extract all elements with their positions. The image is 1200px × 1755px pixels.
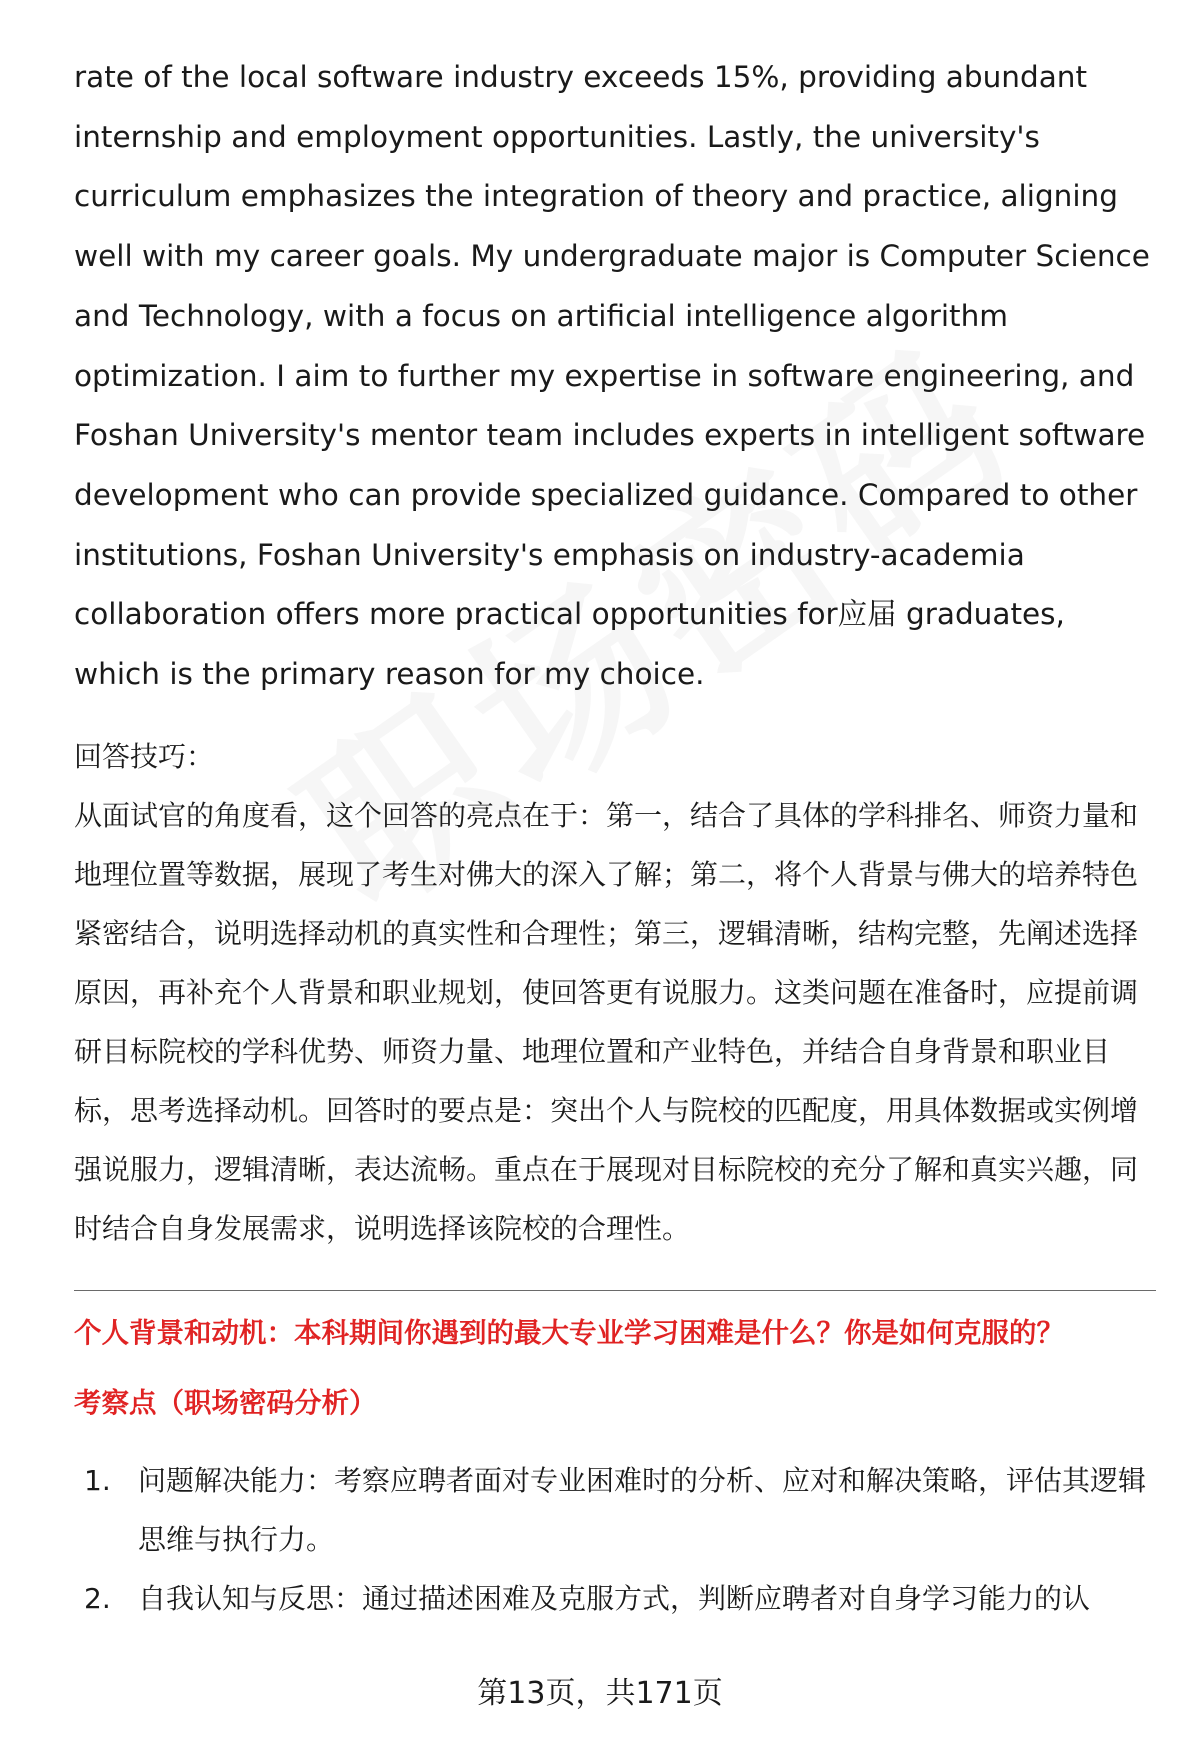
section-divider: [74, 1290, 1156, 1291]
list-item-text: 自我认知与反思：通过描述困难及克服方式，判断应聘者对自身学习能力的认: [138, 1581, 1091, 1615]
list-item: [74, 1569, 1156, 1628]
page-content: [74, 48, 1156, 1628]
tips-label: 回答技巧：: [74, 739, 215, 773]
page-number-footer: 第13页，共171页: [477, 1676, 723, 1711]
question-heading: 个人背景和动机：本科期间你遇到的最大专业学习困难是什么？你是如何克服的？: [74, 1316, 1064, 1349]
list-item-text: 问题解决能力：考察应聘者面对专业困难时的分析、应对和解决策略，评估其逻辑思维与执行力。: [138, 1463, 1147, 1556]
assessment-list: [74, 1451, 1156, 1628]
list-item: [74, 1451, 1156, 1569]
tips-paragraph: 从面试官的角度看，这个回答的亮点在于：第一，结合了具体的学科排名、师资力量和地理位置等数据，展现了考生对佛大的深入了解；第二，将个人背景与佛大的培养特色紧密结合，说明选择动机的真实性和合理性；第三，逻辑清晰，结构完整，先阐述选择原因，再补充个人背景和职业规划，使回答更有说服力。这类问题在准备时，应提前调研目标院校的学科优势、师资力量、地理位置和产业特色，并结合自身背景和职业目标，思考选择动机。回答时的要点是：突出个人与院校的匹配度，用具体数据或实例增强说服力，逻辑清晰，表达流畅。重点在于展现对目标院校的充分了解和真实兴趣，同时结合自身发展需求，说明选择该院校的合理性。: [74, 798, 1139, 1245]
assessment-subheading: 考察点（职场密码分析）: [74, 1386, 377, 1419]
list-item-number: 2.: [84, 1581, 111, 1615]
answer-paragraph: rate of the local software industry exceeds 15%, providing abundant internship and employment opportunities. Lastly, the university's curriculum emphasizes the integration of theory and practice, aligning well with my career goals. My undergraduate major is Computer Science and Technology, with a focus on artificial intelligence algorithm optimization. I aim to further my expertise in software engineering, and Foshan University's mentor team includes experts in intelligent software development who can provide specialized guidance. Compared to other institutions, Foshan University's emphasis on industry-academia collaboration offers more practical opportunities for应届 graduates, which is the primary reason for my choice.: [74, 60, 1150, 692]
list-item-number: 1.: [84, 1463, 111, 1497]
